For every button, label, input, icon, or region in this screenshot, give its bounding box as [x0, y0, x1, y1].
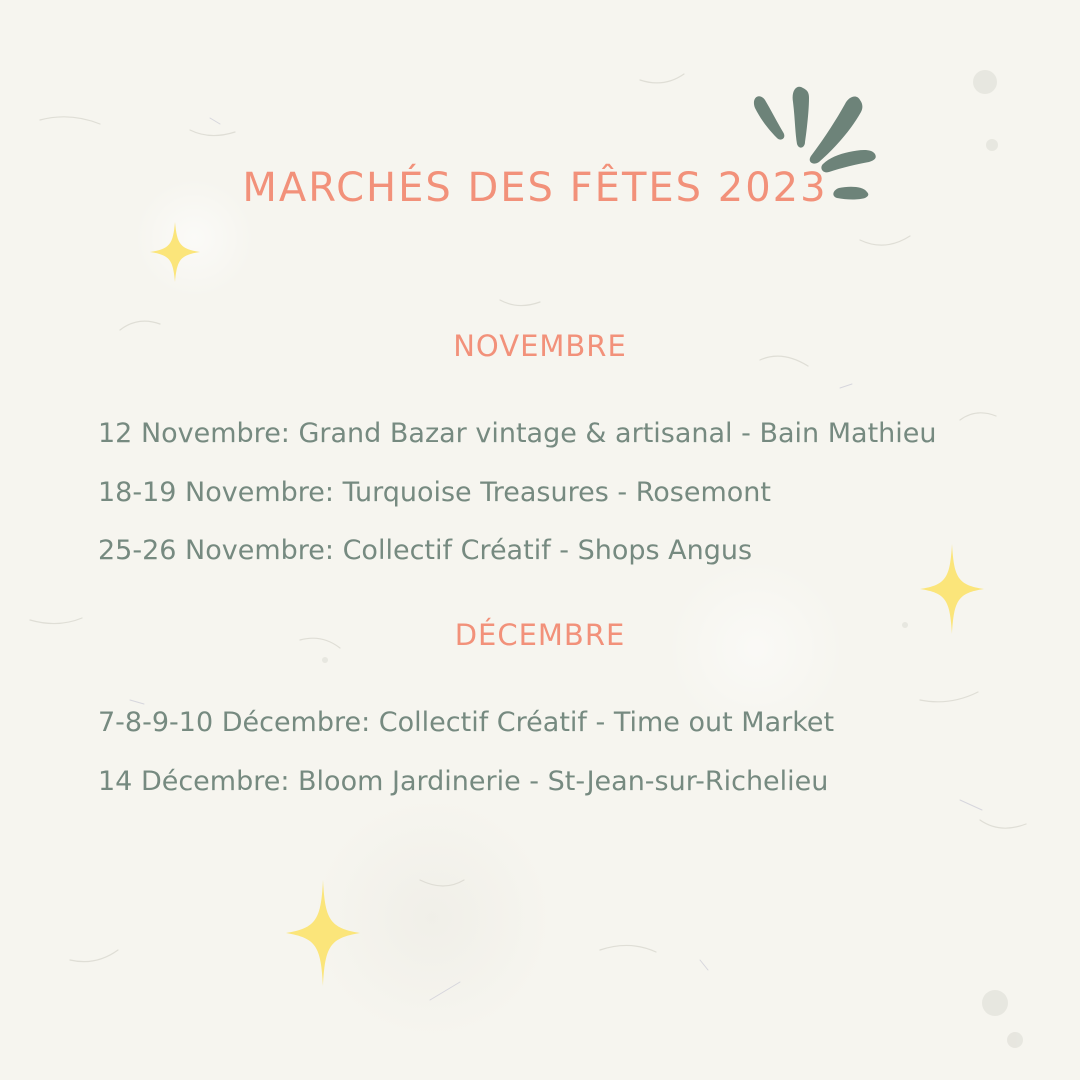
sparkle-icon [150, 222, 200, 282]
event-item: 18-19 Novembre: Turquoise Treasures - Rosemont [98, 477, 771, 508]
sparkle-icon [286, 880, 360, 986]
event-item: 25-26 Novembre: Collectif Créatif - Shops Angus [98, 535, 753, 566]
section-heading-novembre: NOVEMBRE [453, 329, 627, 363]
section-heading-decembre: DÉCEMBRE [454, 618, 626, 652]
event-item: 12 Novembre: Grand Bazar vintage & artisanal - Bain Mathieu [98, 418, 937, 449]
page-title: MARCHÉS DES FÊTES 2023 [242, 165, 828, 211]
event-item: 7-8-9-10 Décembre: Collectif Créatif - Time out Market [98, 707, 835, 738]
event-item: 14 Décembre: Bloom Jardinerie - St-Jean-sur-Richelieu [98, 766, 829, 797]
